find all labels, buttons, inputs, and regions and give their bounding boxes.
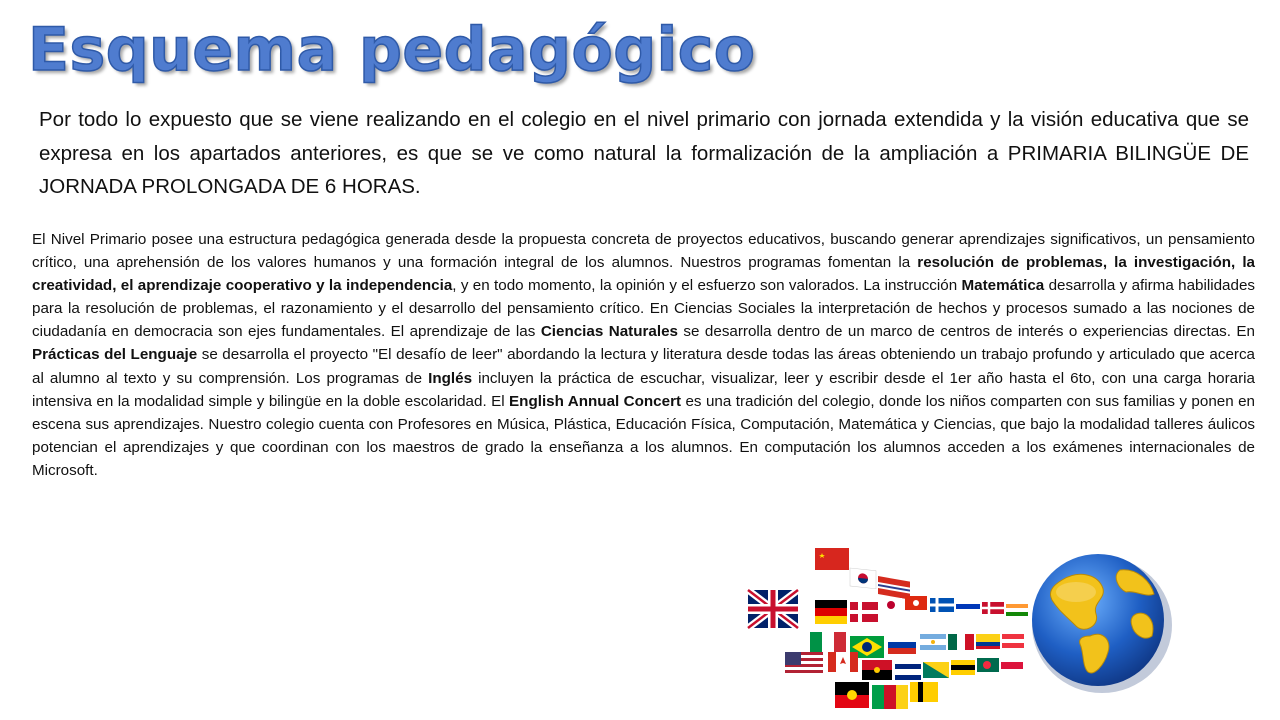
body-text-7: es una tradición del colegio, donde los niños comparten con sus familias y ponen en escena sus aprendizajes. Nuestro colegio cuenta con Profesores en Música, Plástica, Educación Física, Computación, Matemática y Ciencias, que bajo la modalidad talleres áulicos potencian el aprendizajes y que coordinan con los maestros de grado la enseñanza a los alumnos. En computación los alumnos acceden a los exámenes internacionales de Microsoft. [32, 392, 1255, 479]
body-bold-2: Matemática [961, 277, 1045, 295]
body-text-3: desarrolla y afirma habilidades para la resolución de problemas, el razonamiento y el desarrollo del pensamiento crítico. En Ciencias Sociales la interpretación de hechos y procesos sumado a las nociones de ciudadanía en democracia son ejes fundamentales. El aprendizaje de las [32, 277, 1255, 341]
body-bold-1: resolución de problemas, la investigación, la creatividad, el aprendizaje cooperativo y la independencia [32, 254, 1255, 295]
body-text-2: , y en todo momento, la opinión y el esfuerzo son valorados. La instrucción [452, 277, 962, 295]
globe-icon [1032, 554, 1172, 693]
body-paragraph [32, 228, 1255, 482]
body-text-5: se desarrolla el proyecto "El desafío de leer" abordando la lectura y literatura desde todas las áreas obteniendo un trabajo profundo y articulado que acerca al alumno al texto y su comprensión. Los programas de [32, 346, 1255, 387]
body-bold-4: Prácticas del Lenguaje [32, 346, 198, 364]
slide-title: Esquema pedagógico [28, 15, 756, 85]
body-bold-3: Ciencias Naturales [540, 323, 678, 341]
flags-stream [748, 548, 1028, 709]
body-bold-5: Inglés [428, 369, 473, 387]
body-bold-6: English Annual Concert [509, 392, 682, 410]
body-text-6: incluyen la práctica de escuchar, visualizar, leer y escribir desde el 1er año hasta el 6to, con una carga horaria intensiva en la modalidad simple y bilingüe en la doble escolaridad. El [32, 369, 1255, 410]
body-text-1: El Nivel Primario posee una estructura pedagógica generada desde la propuesta concreta de proyectos educativos, buscando generar aprendizajes significativos, un pensamiento crítico, una aprehensión de los valores humanos y una formación integral de los alumnos. Nuestros programas fomentan la [32, 231, 1255, 272]
intro-paragraph: Por todo lo expuesto que se viene realizando en el colegio en el nivel primario con jornada extendida y la visión educativa que se expresa en los apartados anteriores, es que se ve como natural la formalización de la ampliación a PRIMARIA BILINGÜE DE JORNADA PROLONGADA DE 6 HORAS. [39, 108, 1249, 198]
body-text-4: se desarrolla dentro de un marco de centros de interés o experiencias directas. En [677, 323, 1255, 341]
world-flags-globe-illustration [740, 540, 1180, 715]
